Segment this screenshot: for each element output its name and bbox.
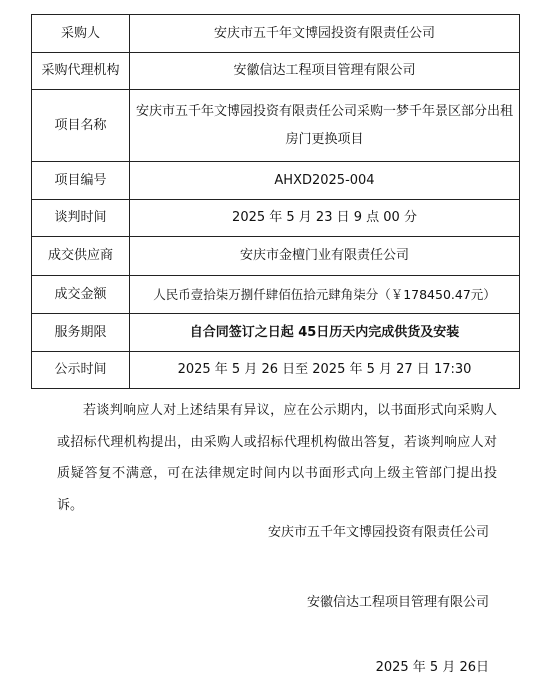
row-label: 服务期限 xyxy=(32,314,130,352)
row-project-number xyxy=(32,162,520,200)
row-label: 谈判时间 xyxy=(32,200,130,237)
row-value: 安徽信达工程项目管理有限公司 xyxy=(130,53,520,90)
row-value: AHXD2025-004 xyxy=(130,162,520,200)
row-label: 公示时间 xyxy=(32,352,130,389)
row-amount xyxy=(32,276,520,314)
row-project-name xyxy=(32,90,520,162)
row-publicity-time xyxy=(32,352,520,389)
row-value: 人民币壹拾柒万捌仟肆佰伍拾元肆角柒分（￥178450.47元） xyxy=(130,276,520,314)
row-agency xyxy=(32,53,520,90)
row-label: 成交供应商 xyxy=(32,237,130,276)
row-label: 采购人 xyxy=(32,15,130,53)
row-label: 成交金额 xyxy=(32,276,130,314)
signature-agency: 安徽信达工程项目管理有限公司 xyxy=(306,595,489,610)
row-value: 自合同签订之日起 45日历天内完成供货及安装 xyxy=(130,314,520,352)
row-label: 项目编号 xyxy=(32,162,130,200)
objection-notice: 若谈判响应人对上述结果有异议，应在公示期内，以书面形式向采购人或招标代理机构提出，由采购人或招标代理机构做出答复，若谈判响应人对质疑答复不满意，可在法律规定时间内以书面形式向上级主管部门提出投诉。 xyxy=(57,403,497,513)
row-purchaser xyxy=(32,15,520,53)
row-negotiation-time xyxy=(32,200,520,237)
row-supplier xyxy=(32,237,520,276)
result-table xyxy=(31,14,520,389)
row-value: 安庆市五千年文博园投资有限责任公司 xyxy=(130,15,520,53)
row-service-period xyxy=(32,314,520,352)
row-value: 安庆市五千年文博园投资有限责任公司采购一梦千年景区部分出租房门更换项目 xyxy=(130,90,520,162)
signature-purchaser: 安庆市五千年文博园投资有限责任公司 xyxy=(267,525,489,540)
row-value: 安庆市金檀门业有限责任公司 xyxy=(130,237,520,276)
row-label: 项目名称 xyxy=(32,90,130,162)
row-value: 2025 年 5 月 26 日至 2025 年 5 月 27 日 17:30 xyxy=(130,352,520,389)
row-value: 2025 年 5 月 23 日 9 点 00 分 xyxy=(130,200,520,237)
signature-date: 2025 年 5 月 26日 xyxy=(375,660,489,675)
row-label: 采购代理机构 xyxy=(32,53,130,90)
